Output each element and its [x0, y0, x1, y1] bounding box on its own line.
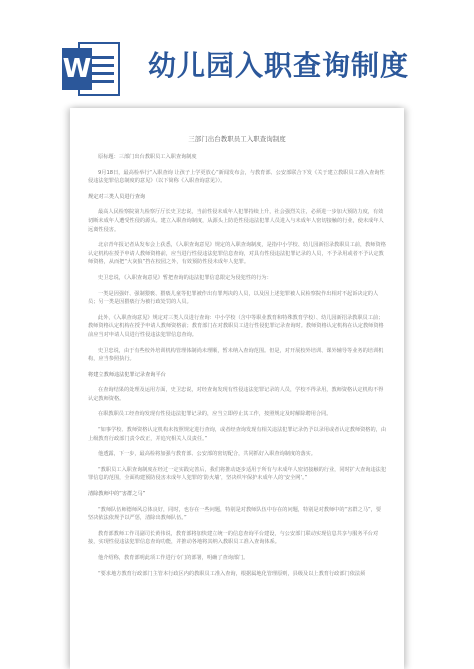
paragraph: 他透露，下一步，最高检将加强与教育部、公安部的密切配合，共同抓好入职查询制度的落实。 [98, 451, 316, 458]
word-document-icon [62, 42, 122, 96]
paragraph: “教师队伍师德师风总体良好，同时，也存在一些问题，特别是对教师队伍中存在的问题，特别是对教师中的“害群之马”，要坚决依法依规予以严惩，清除出教师队伍。” [88, 506, 382, 522]
page-title: 幼儿园入职查询制度 [148, 49, 410, 82]
paragraph: “教职员工入职查询制度在经过一定实践完善后，我们将推动逐步适用于所有与未成年人密切接触的行业，同时扩大查询违法犯罪信息的范围，全面构建预防侵害未成年人犯罪的‘防火墙’，坚决织牢保护未成年人的‘安全网’。” [88, 466, 387, 482]
paragraph: 将建立教师违法犯罪记录查询平台 [88, 371, 166, 378]
paragraph-list [88, 153, 386, 578]
paragraph: 此外，《入职查询意见》规定对三类人员进行查询：中小学校（含中等职业教育和特殊教育学校）、幼儿园新招录教职员工前；教师资格认定机构在授予申请人教师资格前；教育部门在对教职员工进行性侵犯罪记录查询时。教师资格认定机构在认定教师资格前应当对申请人员进行性侵违法犯罪信息查询。 [88, 314, 384, 338]
paragraph: 史卫忠说，《入职查询意见》暂把查询的违法犯罪信息限定为侵犯性的行为： [98, 274, 272, 281]
paragraph: “如事学校、教师资格认定机构未按照规定进行查询，或者经查询发现有相关违法犯罪记录仍予以录用或者认定教师资格的，由上级教育行政部门责令改正，并追究相关人员责任。” [88, 427, 387, 442]
paragraph: 9月18日，最高检举行“入职查询 让孩子上学更放心”新闻发布会，与教育部、公安部联合下发《关于建立教职员工准入查询性侵违法犯罪信息制度的意见》（以下简称《入职查询意见》）。 [88, 169, 385, 185]
paragraph: 清除教师中的“害群之马” [88, 491, 146, 498]
paragraph: 在职教职员工经查询发现有性侵违法犯罪记录的，应当立即停止其工作，按照规定及时解除聘用合同。 [98, 411, 332, 418]
document-body [88, 134, 386, 585]
paragraph: 在查询结果的处理及运用方面，史卫忠说，对经查询发现有性侵违法犯罪记录的人员，学校不得录用，教师资格认定机构不得认定教师资格。 [88, 387, 384, 402]
paragraph: 他介绍称，教育部明此项工作进行专门的部署，明确了查询部门。 [98, 555, 249, 561]
document-title: 三部门出台教职员工入职查询制度 [188, 135, 286, 143]
document-page [70, 108, 404, 669]
paragraph: 规定对三类人员进行查询 [88, 193, 146, 200]
paragraph: 原标题：三部门出台教职员工入职查询制度 [98, 154, 197, 160]
paragraph: 北京青年报记者从发布会上获悉，《入职查询意见》规定的入职查询制度，是指中小学校、幼儿园新招录教职员工前，教师资格认定机构在授予申请人教师资格前，应当进行性侵违法犯罪信息查询，对具有性侵违法犯罪记录的人员，不予录用或者不予认定教师资格，从而把“大灰狼”挡在校园之外，有效预防性侵未成年人犯罪。 [88, 242, 386, 266]
paragraph: 最高人民检察院第九检察厅厅长史卫忠说，当前性侵未成年人犯罪持续上升，社会强烈关注，必须进一步加大预防力度，有效切断未成年人遭受性侵的源头。建立入职查询制度，从源头上防范性侵违法犯罪人员进入与未成年人密切接触的行业，使未成年人远离性侵害。 [88, 209, 384, 233]
word-badge: W [62, 48, 92, 90]
header [0, 0, 474, 108]
paragraph: 教育部教师工作司副司长黄伟说，教育部将加快建立统一的信息查询平台建设，与公安部门联动实现信息共享与服务平台对接，实现性侵违法犯罪信息查询功能，并推动各地将其纳入教职员工准入查询体系。 [88, 530, 379, 546]
paragraph: 史卫忠说，由于有些校外培训机构管理体制尚未理顺，暂未纳入查询范围。但是，对开展校外培训、课外辅导等业务的培训机构，应当参照执行。 [88, 347, 384, 363]
paragraph: “要求地方教育行政部门主管本行政区内的教职员工准入查询，根据属地化管理原则，县级及以上教育行政部门依法须 [98, 570, 366, 577]
paragraph: 一类是因强奸、强制猥亵、猥亵儿童等犯罪被作出有罪判决的人员，以及因上述犯罪被人民检察院作出相对不起诉决定的人员；另一类是因猥亵行为被行政处罚的人员。 [88, 290, 379, 306]
